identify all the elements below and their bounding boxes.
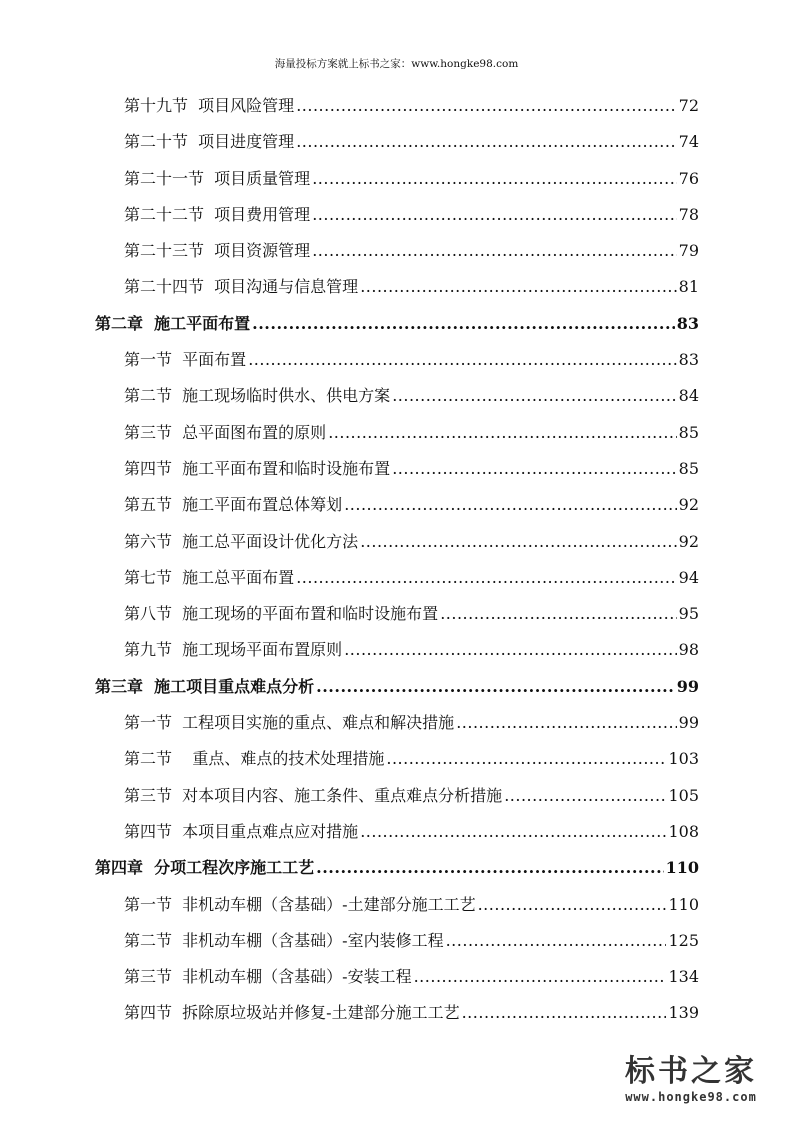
dot-leader <box>392 451 676 487</box>
toc-entry-label: 第六节 施工总平面设计优化方法 <box>124 531 359 551</box>
dot-leader <box>344 487 676 523</box>
logo-text: 标书之家 <box>625 1054 757 1089</box>
toc-entry-page: 74 <box>678 132 699 152</box>
toc-entry-label: 第九节 施工现场平面布置原则 <box>124 640 343 660</box>
toc-entry-page: 105 <box>668 785 699 805</box>
toc-entry-label: 第二十一节 项目质量管理 <box>124 168 311 188</box>
toc-entry[interactable] <box>0 923 699 959</box>
toc-entry[interactable] <box>0 378 699 414</box>
toc-entry-label: 第七节 施工总平面布置 <box>124 567 295 587</box>
toc-entry-page: 85 <box>678 422 699 442</box>
dot-leader <box>462 995 667 1031</box>
toc-chapter[interactable] <box>0 306 699 342</box>
toc-entry-page: 139 <box>668 1003 699 1023</box>
toc-entry-label: 第三节 非机动车棚（含基础）-安装工程 <box>124 967 412 987</box>
toc-entry-label: 第十九节 项目风险管理 <box>124 96 295 115</box>
toc-chapter-label: 第二章 施工平面布置 <box>95 313 251 333</box>
toc-chapter-page: 110 <box>665 858 699 878</box>
toc-entry-label: 第二十节 项目进度管理 <box>124 132 295 152</box>
toc-entry-label: 第二节 施工现场临时供水、供电方案 <box>124 386 391 406</box>
toc-entry-page: 72 <box>678 96 699 115</box>
toc-entry[interactable] <box>0 124 699 160</box>
dot-leader <box>456 705 676 741</box>
dot-leader <box>386 741 666 777</box>
toc-entry-label: 第一节 平面布置 <box>124 350 247 370</box>
watermark-logo <box>611 1046 771 1104</box>
toc-entry-page: 103 <box>668 749 699 769</box>
toc-entry-label: 第二十三节 项目资源管理 <box>124 241 311 261</box>
dot-leader <box>414 959 667 995</box>
toc-entry-label: 第五节 施工平面布置总体筹划 <box>124 495 343 515</box>
toc-entry[interactable] <box>0 560 699 596</box>
toc-entry[interactable] <box>0 995 699 1031</box>
toc-entry[interactable] <box>0 451 699 487</box>
toc-chapter-page: 99 <box>676 676 699 696</box>
dot-leader <box>296 124 676 160</box>
dot-leader <box>296 560 676 596</box>
toc-entry-page: 79 <box>678 241 699 261</box>
toc-entry[interactable] <box>0 632 699 668</box>
toc-entry-page: 83 <box>678 350 699 370</box>
dot-leader <box>296 88 676 124</box>
toc-entry-label: 第二十二节 项目费用管理 <box>124 204 311 224</box>
dot-leader <box>312 233 676 269</box>
toc-chapter-label: 第三章 施工项目重点难点分析 <box>95 676 315 696</box>
toc-entry-page: 99 <box>678 713 699 733</box>
toc-entry-page: 134 <box>668 967 699 987</box>
toc-entry-page: 98 <box>678 640 699 660</box>
toc-entry-page: 94 <box>678 567 699 587</box>
toc-entry-page: 92 <box>678 531 699 551</box>
toc-entry-page: 78 <box>678 204 699 224</box>
toc-entry[interactable] <box>0 88 699 124</box>
toc-entry-label: 第一节 非机动车棚（含基础）-土建部分施工工艺 <box>124 894 476 914</box>
dot-leader <box>312 161 676 197</box>
dot-leader <box>328 415 676 451</box>
dot-leader <box>446 923 667 959</box>
dot-leader <box>344 632 676 668</box>
toc-entry-label: 第三节 对本项目内容、施工条件、重点难点分析措施 <box>124 785 503 805</box>
toc-entry[interactable] <box>0 705 699 741</box>
toc-entry-label: 第四节 拆除原垃圾站并修复-土建部分施工工艺 <box>124 1003 460 1023</box>
dot-leader <box>478 887 667 923</box>
logo-url: www.hongke98.com <box>625 1090 757 1104</box>
page-header: 海量投标方案就上标书之家：www.hongke98.com <box>274 58 519 70</box>
toc-entry[interactable] <box>0 814 699 850</box>
toc-entry-page: 110 <box>668 894 699 914</box>
toc-entry-page: 95 <box>678 604 699 624</box>
toc-chapter[interactable] <box>0 669 699 705</box>
toc-entry[interactable] <box>0 487 699 523</box>
toc-entry-page: 84 <box>678 386 699 406</box>
toc-entry-label: 第二十四节 项目沟通与信息管理 <box>124 277 359 297</box>
toc-chapter[interactable] <box>0 850 699 886</box>
toc-entry[interactable] <box>0 269 699 305</box>
toc-entry[interactable] <box>0 161 699 197</box>
toc-chapter-page: 83 <box>676 313 699 333</box>
dot-leader <box>360 814 666 850</box>
toc-entry[interactable] <box>0 342 699 378</box>
dot-leader <box>440 596 676 632</box>
toc-entry[interactable] <box>0 887 699 923</box>
dot-leader <box>360 269 676 305</box>
toc-entry[interactable] <box>0 778 699 814</box>
toc-entry-page: 125 <box>668 930 699 950</box>
toc-entry-page: 92 <box>678 495 699 515</box>
toc-entry-page: 108 <box>668 821 699 841</box>
toc-entry-label: 第二节 重点、难点的技术处理措施 <box>124 749 385 769</box>
dot-leader <box>392 378 676 414</box>
toc-entry-label: 第四节 本项目重点难点应对措施 <box>124 821 359 841</box>
toc-entry-label: 第一节 工程项目实施的重点、难点和解决措施 <box>124 713 455 733</box>
toc-entry-page: 85 <box>678 458 699 478</box>
toc-entry-label: 第四节 施工平面布置和临时设施布置 <box>124 458 391 478</box>
toc-entry-page: 76 <box>678 168 699 188</box>
dot-leader <box>248 342 676 378</box>
toc-entry[interactable] <box>0 233 699 269</box>
dot-leader <box>252 306 675 342</box>
dot-leader <box>360 524 676 560</box>
dot-leader <box>312 197 676 233</box>
dot-leader <box>316 669 675 705</box>
toc-entry[interactable] <box>0 959 699 995</box>
dot-leader <box>316 850 663 886</box>
toc-entry[interactable] <box>0 741 699 777</box>
toc-entry[interactable] <box>0 524 699 560</box>
toc-entry[interactable] <box>0 197 699 233</box>
toc-entry[interactable] <box>0 415 699 451</box>
toc-entry-label: 第三节 总平面图布置的原则 <box>124 422 327 442</box>
toc-entry-page: 81 <box>678 277 699 297</box>
dot-leader <box>504 778 666 814</box>
toc-entry[interactable] <box>0 596 699 632</box>
toc-entry-label: 第二节 非机动车棚（含基础）-室内装修工程 <box>124 930 444 950</box>
toc-chapter-label: 第四章 分项工程次序施工工艺 <box>95 858 315 878</box>
table-of-contents <box>0 88 793 1032</box>
toc-entry-label: 第八节 施工现场的平面布置和临时设施布置 <box>124 604 439 624</box>
